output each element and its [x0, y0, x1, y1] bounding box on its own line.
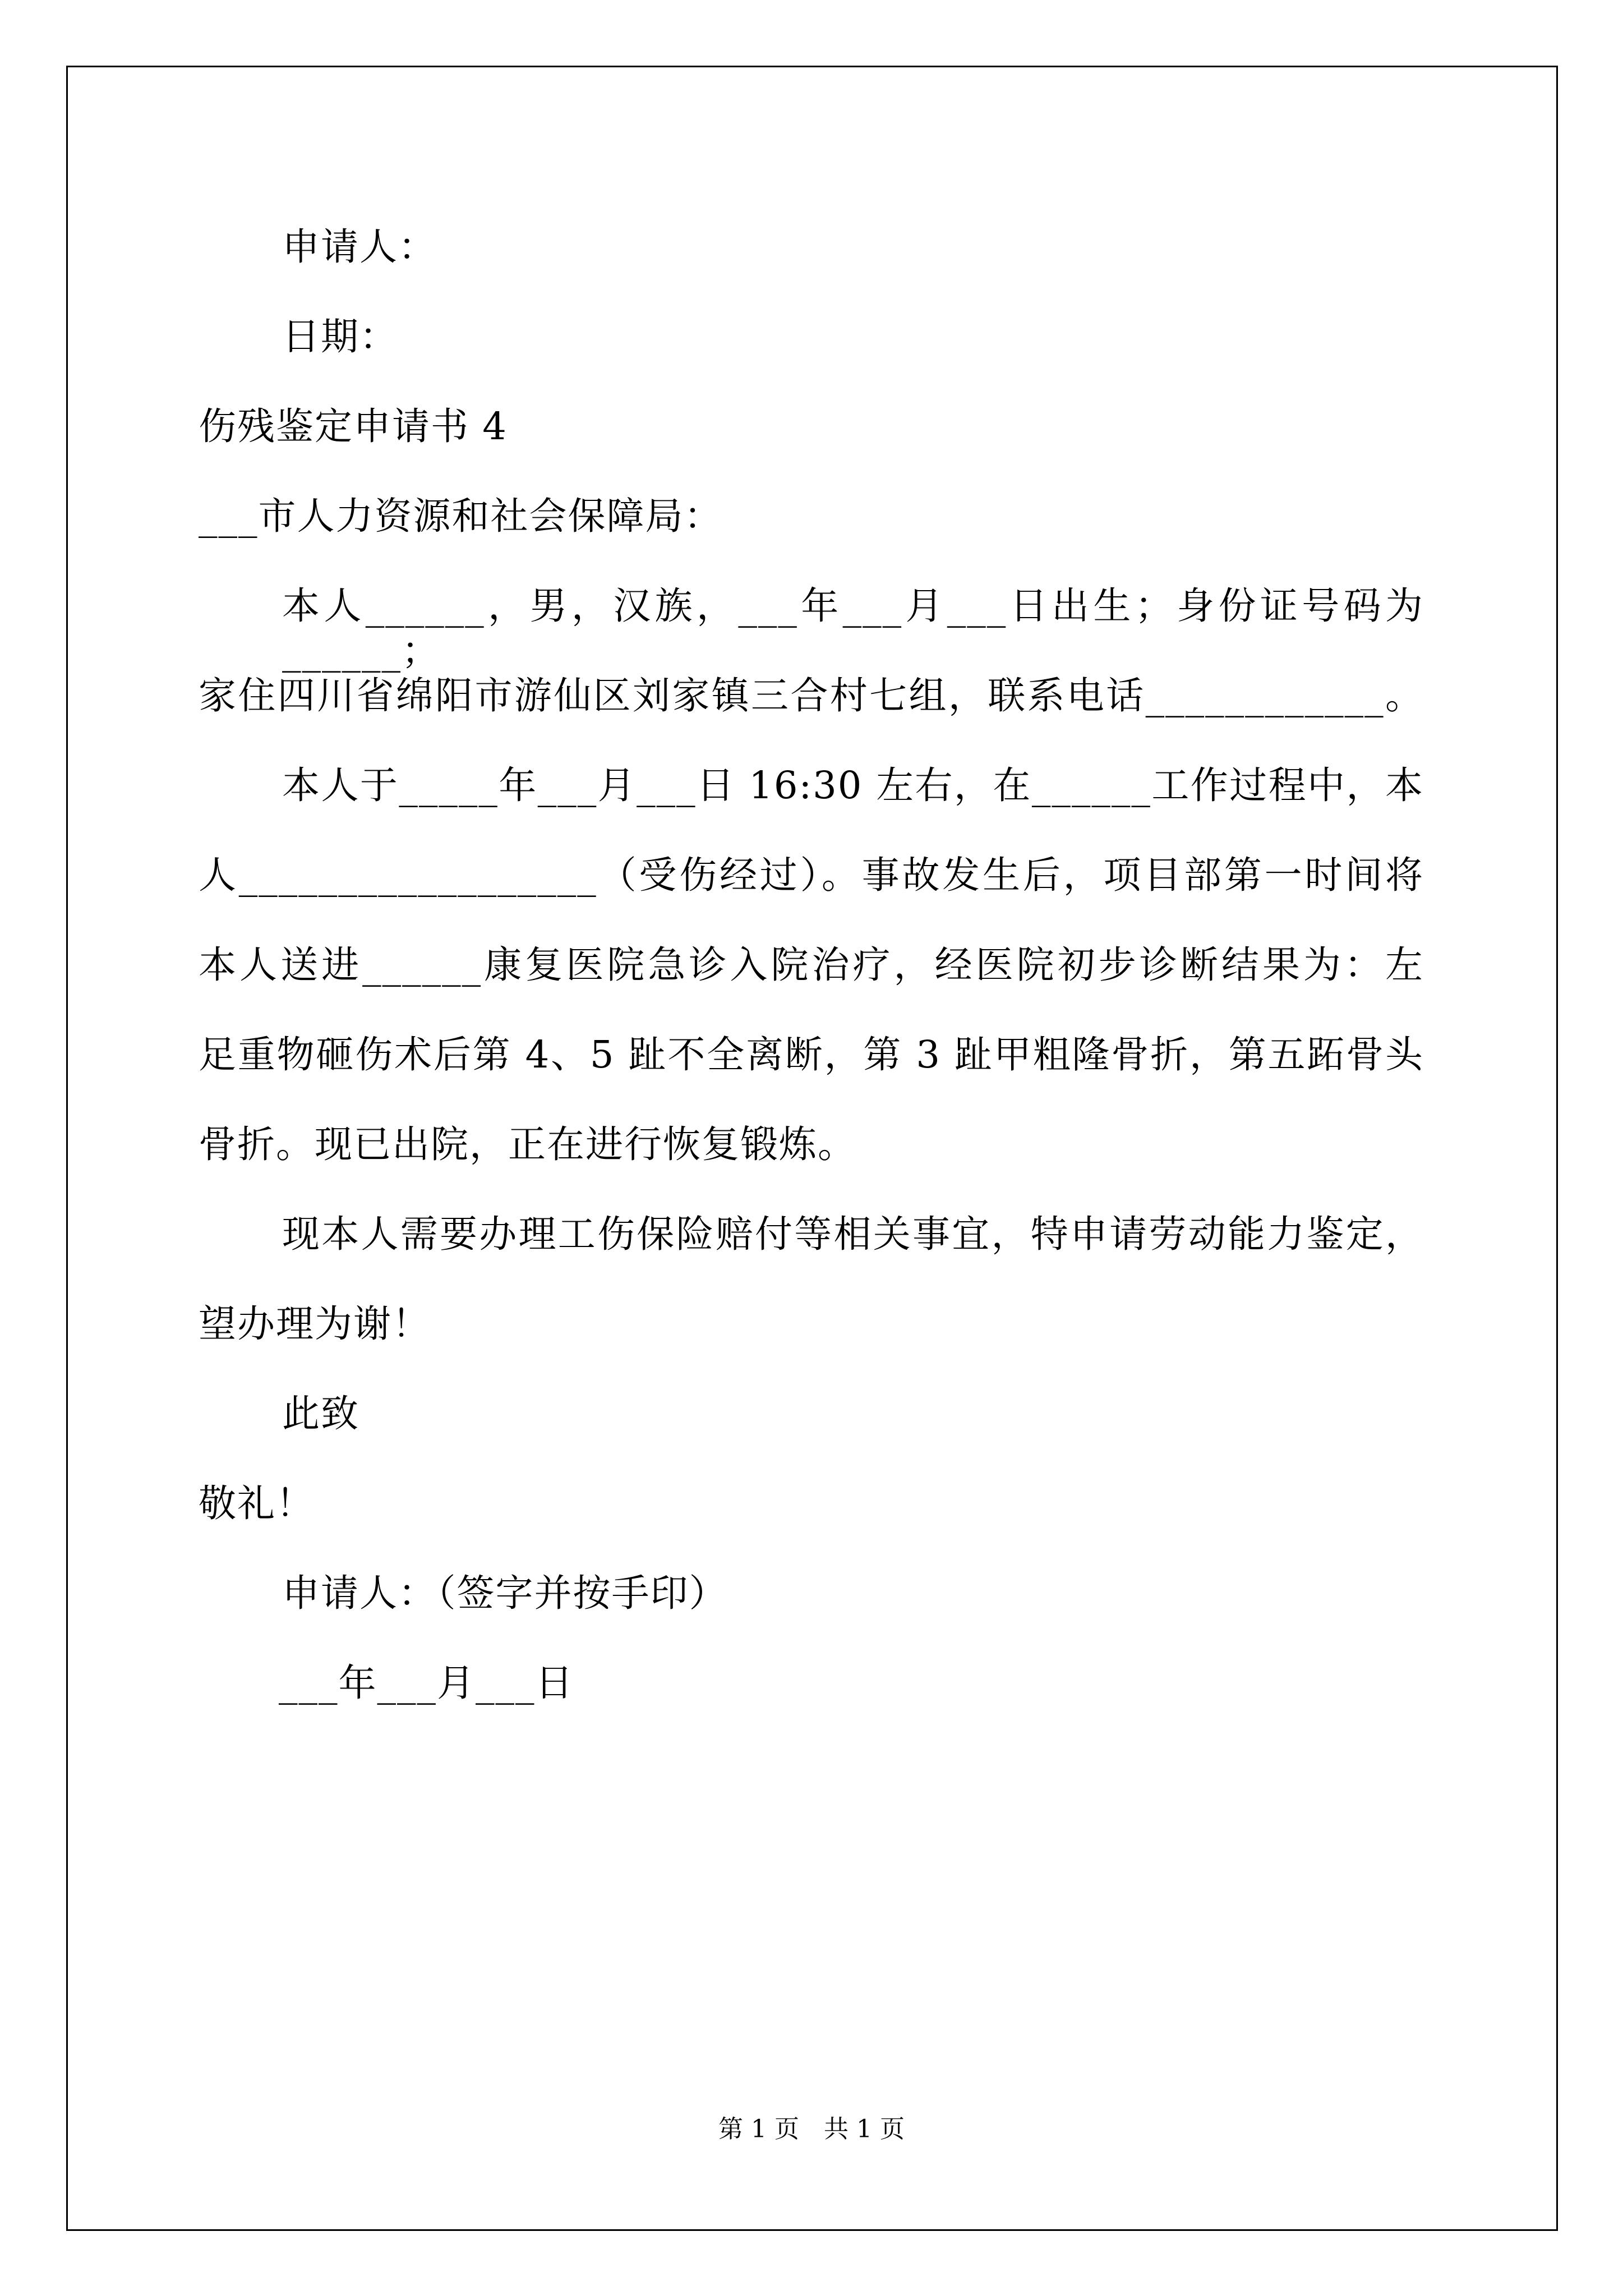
- paragraph-2-line-5: 骨折。现已出院，正在进行恢复锻炼。: [199, 1122, 856, 1166]
- applicant-label: 申请人：: [282, 225, 437, 269]
- paragraph-3-line-1: 现本人需要办理工伤保险赔付等相关事宜，特申请劳动能力鉴定，: [282, 1212, 1424, 1256]
- signature-date: ___年___月___日: [279, 1661, 574, 1705]
- document-title: 伤残鉴定申请书 4: [199, 404, 508, 448]
- paragraph-2-line-2: 人__________________（受伤经过）。事故发生后，项目部第一时间将: [199, 853, 1424, 897]
- paragraph-2-line-1: 本人于_____年___月___日 16:30 左右，在______工作过程中，本: [282, 763, 1424, 807]
- closing-cizhi: 此致: [282, 1392, 359, 1435]
- paragraph-2-line-3: 本人送进______康复医院急诊入院治疗，经医院初步诊断结果为：左: [199, 943, 1424, 987]
- closing-jingli: 敬礼！: [199, 1481, 315, 1525]
- paragraph-2-line-4: 足重物砸伤术后第 4、5 趾不全离断，第 3 趾甲粗隆骨折，第五跖骨头: [199, 1033, 1424, 1076]
- paragraph-3-line-2: 望办理为谢！: [199, 1302, 431, 1346]
- paragraph-1-line-2: 家住四川省绵阳市游仙区刘家镇三合村七组，联系电话____________。: [199, 674, 1424, 717]
- signature-line: 申请人：（签字并按手印）: [282, 1571, 728, 1615]
- addressee: ___市人力资源和社会保障局：: [199, 494, 723, 538]
- paragraph-1-line-1: 本人______，男，汉族，___年___月___日出生；身份证号码为______；: [282, 584, 1424, 673]
- page-footer: 第 1 页 共 1 页: [718, 2115, 905, 2143]
- date-label: 日期：: [282, 315, 398, 358]
